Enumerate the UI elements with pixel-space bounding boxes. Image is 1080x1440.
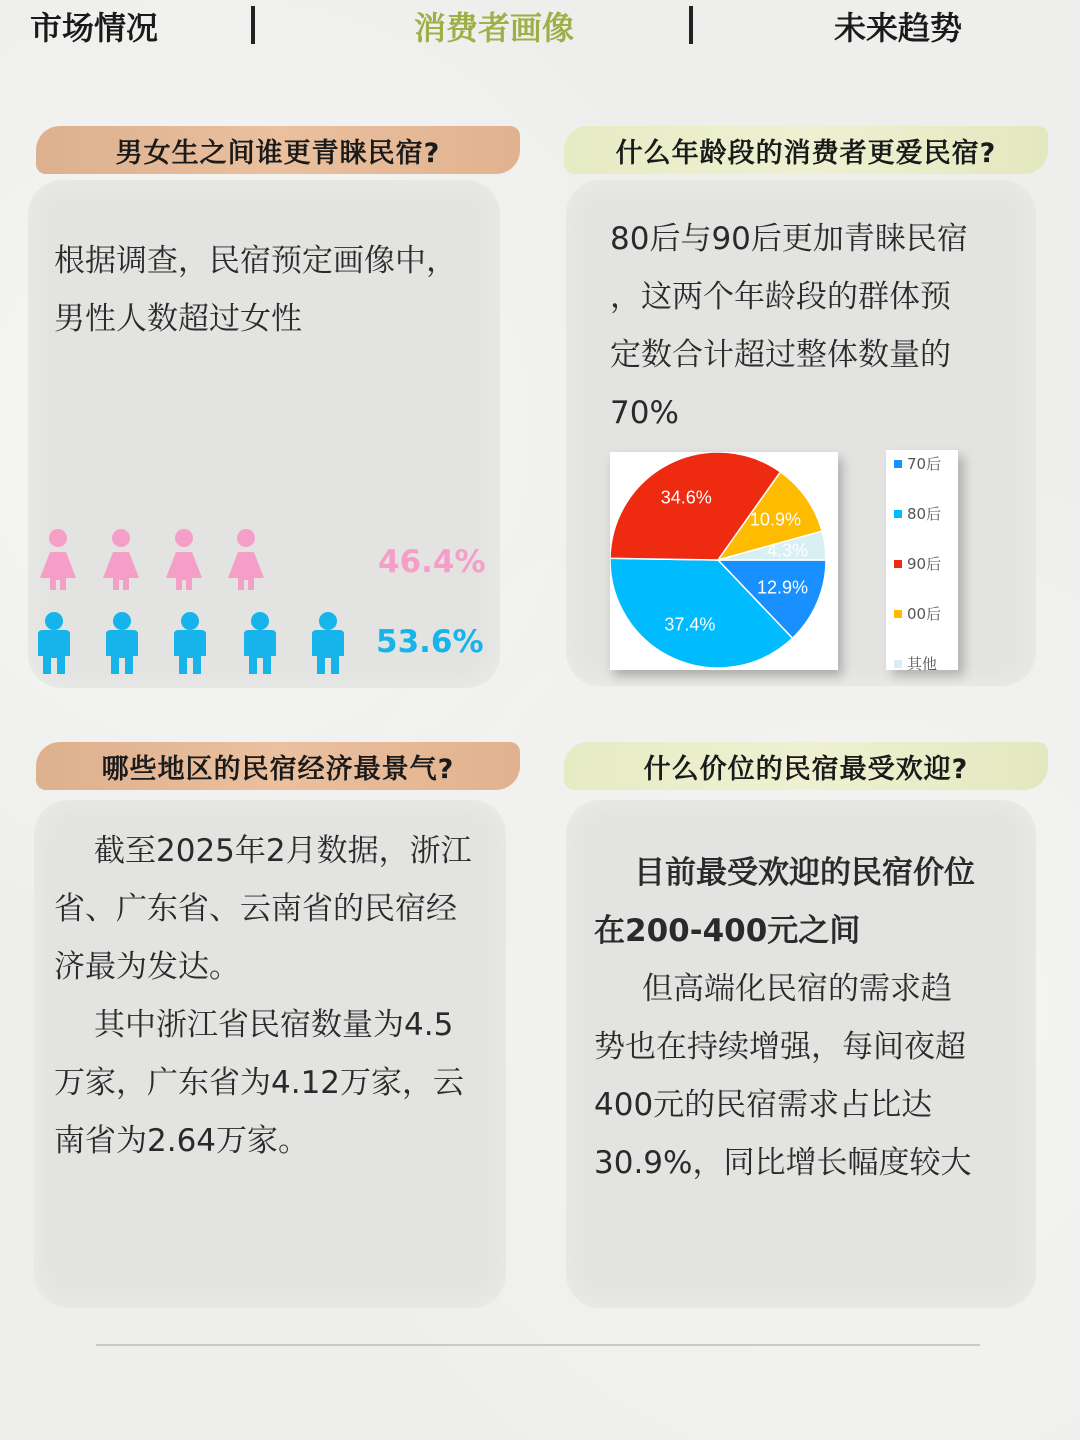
male-person-icon: [174, 612, 206, 674]
gender-text-line: 根据调查，民宿预定画像中，: [54, 243, 457, 279]
female-person-icon: [228, 529, 264, 590]
region-text-line: 万家，广东省为4.12万家，云: [54, 1065, 465, 1101]
legend-label: 70后: [907, 455, 942, 473]
male-person-icon: [38, 612, 70, 674]
age-text-line: ，这两个年龄段的群体预: [610, 279, 951, 315]
region-card: [34, 800, 506, 1308]
pie-data-label: 4.3%: [767, 540, 809, 561]
price-text: [594, 844, 1030, 1192]
legend-swatch: [894, 510, 902, 518]
pie-data-label: 37.4%: [664, 614, 716, 635]
price-highlight-line: 在200-400元之间: [594, 913, 861, 949]
female-person-icon: [103, 529, 139, 590]
age-text-line: 定数合计超过整体数量的: [610, 337, 951, 373]
region-text: [54, 822, 500, 1170]
price-text-line: 但高端化民宿的需求趋: [642, 971, 952, 1007]
region-text-line: 济最为发达。: [54, 949, 240, 985]
price-text-line: 势也在持续增强，每间夜超: [594, 1029, 966, 1065]
pie-data-label: 12.9%: [757, 577, 809, 598]
legend-item: [894, 554, 941, 574]
gender-text-line: 男性人数超过女性: [54, 301, 302, 337]
age-text-line: 80后与90后更加青睐民宿: [610, 221, 968, 257]
tab-future-trend[interactable]: 未来趋势: [834, 9, 963, 47]
region-text-line: 截至2025年2月数据，浙江: [94, 833, 472, 869]
legend-label: 80后: [907, 505, 942, 523]
male-person-icon: [244, 612, 276, 674]
legend-item: [894, 504, 941, 524]
legend-label: 00后: [907, 605, 942, 623]
male-percentage: 53.6%: [376, 624, 484, 660]
female-figures: [38, 528, 278, 592]
legend-item: [894, 604, 941, 624]
region-text-line: 南省为2.64万家。: [54, 1123, 310, 1159]
pie-legend: [886, 450, 958, 673]
bottom-divider: [96, 1344, 980, 1346]
legend-item: [894, 654, 937, 674]
gender-text: [54, 232, 494, 348]
legend-swatch: [894, 660, 902, 668]
age-pie-chart: [610, 452, 838, 670]
male-person-icon: [106, 612, 138, 674]
legend-swatch: [894, 560, 902, 568]
pie-data-label: 34.6%: [660, 487, 712, 508]
male-person-icon: [312, 612, 344, 674]
pie-chart-panel: [610, 452, 838, 670]
legend-swatch: [894, 460, 902, 468]
female-person-icon: [40, 529, 76, 590]
legend-label: 其他: [907, 655, 938, 673]
age-text: [610, 210, 1030, 442]
region-section-header: 哪些地区的民宿经济最景气?: [36, 742, 520, 790]
price-highlight-line: 目前最受欢迎的民宿价位: [634, 855, 975, 891]
legend-label: 90后: [907, 555, 942, 573]
region-text-line: 省、广东省、云南省的民宿经: [54, 891, 457, 927]
tab-market[interactable]: 市场情况: [30, 9, 159, 47]
female-person-icon: [166, 529, 202, 590]
price-section-header: 什么价位的民宿最受欢迎?: [564, 742, 1048, 790]
age-text-line: 70%: [610, 395, 679, 431]
price-text-line: 400元的民宿需求占比达: [594, 1087, 933, 1123]
female-percentage: 46.4%: [378, 544, 486, 580]
nav-separator: [689, 6, 693, 44]
male-figures: [34, 612, 354, 676]
price-card: [566, 800, 1036, 1308]
pie-data-label: 10.9%: [749, 509, 801, 530]
legend-item: [894, 454, 941, 474]
tab-consumer-profile[interactable]: 消费者画像: [414, 9, 575, 47]
nav-separator: [251, 6, 255, 44]
legend-swatch: [894, 610, 902, 618]
age-section-header: 什么年龄段的消费者更爱民宿?: [564, 126, 1048, 174]
price-text-line: 30.9%，同比增长幅度较大: [594, 1145, 972, 1181]
region-text-line: 其中浙江省民宿数量为4.5: [94, 1007, 454, 1043]
gender-section-header: 男女生之间谁更青睐民宿?: [36, 126, 520, 174]
